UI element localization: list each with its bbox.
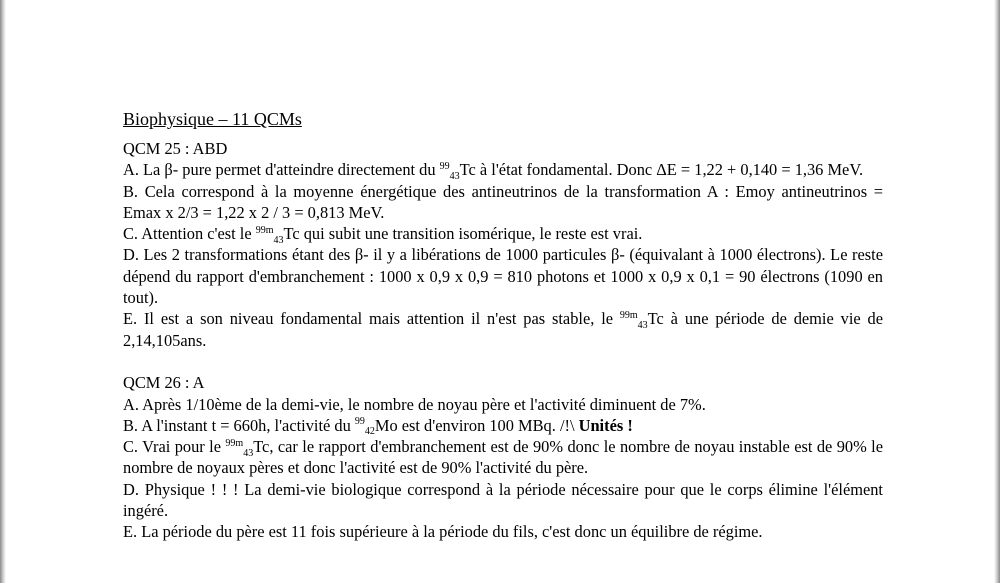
qcm-26-section bbox=[123, 372, 883, 542]
section-spacer bbox=[123, 351, 883, 372]
answer-text: C. Vrai pour le bbox=[123, 437, 226, 457]
qcm-25-answer-c bbox=[123, 223, 883, 244]
answer-text: Tc à l'état fondamental. Donc ΔE = 1,22 + 0,140 = 1,36 MeV. bbox=[459, 160, 864, 180]
answer-text: Tc, car le rapport d'embranchement est de 90% donc le nombre de noyau instable est de 90% le nombre de noyaux pères et donc l'activité est de 90% l'activité du père. bbox=[123, 437, 883, 478]
qcm-26-answer-c bbox=[123, 436, 883, 479]
atomic-number: 43 bbox=[637, 319, 648, 331]
answer-text: B. A l'instant t = 660h, l'activité du bbox=[123, 415, 355, 435]
qcm-26-answer-a: A. Après 1/10ème de la demi-vie, le nombre de noyau père et l'activité diminuent de 7%. bbox=[123, 394, 706, 414]
qcm-25-section bbox=[123, 138, 883, 351]
qcm-26-answer-d: D. Physique ! ! ! La demi-vie biologique correspond à la période nécessaire pour que le corps élimine l'élément ingéré. bbox=[123, 479, 883, 521]
page-title: Biophysique – 11 QCMs bbox=[123, 109, 302, 129]
qcm-26-answer-b bbox=[123, 415, 883, 436]
mass-number: 99 bbox=[354, 416, 365, 428]
answer-text: Tc à une période de demie vie de 2,14,105ans. bbox=[123, 309, 883, 350]
document-page bbox=[123, 108, 883, 543]
answer-text: Mo est d'environ 100 MBq. /!\ bbox=[374, 415, 579, 435]
answer-text: Tc qui subit une transition isomérique, le reste est vrai. bbox=[283, 224, 643, 244]
qcm-26-answer-e: E. La période du père est 11 fois supérieure à la période du fils, c'est donc un équilibre de régime. bbox=[123, 522, 763, 542]
qcm-25-answer-e bbox=[123, 308, 883, 351]
page-edge-left bbox=[0, 0, 6, 583]
mass-number: 99m bbox=[225, 437, 244, 449]
mass-number: 99m bbox=[255, 224, 274, 236]
atomic-number: 43 bbox=[273, 234, 284, 246]
atomic-number: 43 bbox=[243, 447, 254, 459]
atomic-number: 42 bbox=[364, 426, 375, 438]
mass-number: 99m bbox=[619, 309, 638, 321]
answer-text: E. Il est a son niveau fondamental mais attention il n'est pas stable, le bbox=[123, 309, 620, 329]
qcm-25-answer-b: B. Cela correspond à la moyenne énergétique des antineutrinos de la transformation A : Emoy antineutrinos = Emax x 2/3 = 1,22 x 2 / 3 = 0,813 MeV. bbox=[123, 181, 883, 222]
answer-text: A. La β- pure permet d'atteindre directement du bbox=[123, 160, 440, 180]
units-warning: Unités ! bbox=[578, 415, 633, 435]
page-edge-right bbox=[994, 0, 1000, 583]
answer-text: C. Attention c'est le bbox=[123, 224, 256, 244]
mass-number: 99 bbox=[439, 160, 450, 172]
qcm-25-answer-a bbox=[123, 159, 883, 180]
atomic-number: 43 bbox=[449, 170, 460, 182]
qcm-26-heading: QCM 26 : A bbox=[123, 373, 205, 393]
qcm-25-answer-d: D. Les 2 transformations étant des β- il y a libérations de 1000 particules β- (équivalant à 1000 électrons). Le reste dépend du rapport d'embranchement : 1000 x 0,9 x 0,9 = 810 photons et 1000 x 0,9 x 0,1 = 90 électrons (1090 en tout). bbox=[123, 245, 883, 308]
qcm-25-heading: QCM 25 : ABD bbox=[123, 139, 228, 158]
